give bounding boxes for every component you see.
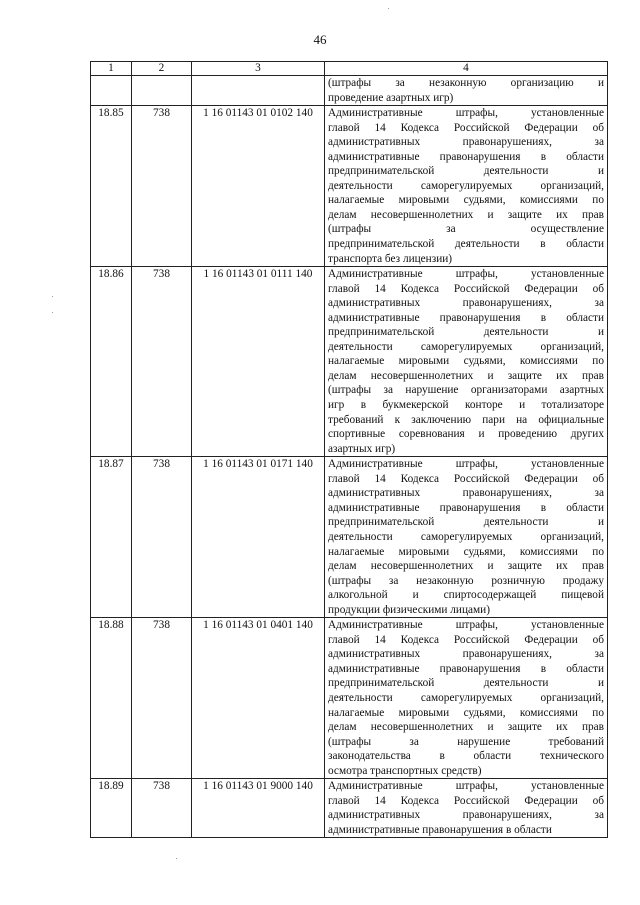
table-row	[91, 779, 608, 838]
description-line: (штрафы за осуществление	[328, 223, 604, 236]
header-cell-col1: 1	[91, 62, 132, 76]
description-line: административные правонарушения в области	[328, 311, 604, 324]
description-line: главой 14 Кодекса Российской Федерации об	[328, 121, 604, 134]
description-line: (штрафы за незаконную организацию и	[328, 77, 604, 89]
description-line: спортивные соревнования и проведению других	[328, 428, 604, 441]
description-line: осмотра транспортных средств)	[328, 764, 482, 777]
description-line: алкогольной и спиртосодержащей пищевой	[328, 589, 604, 602]
continuation-cell-num	[91, 76, 132, 106]
description-line: предпринимательской деятельности и	[328, 516, 604, 529]
description-line: административные правонарушения в области	[328, 501, 604, 514]
description-line: деятельности саморегулируемых организаций,	[328, 340, 604, 353]
description-line: главой 14 Кодекса Российской Федерации об	[328, 472, 604, 485]
admin-code-cell: 738	[132, 618, 192, 779]
table-row	[91, 457, 608, 618]
continuation-cell-kbk	[192, 76, 325, 106]
description-line: предпринимательской деятельности и	[328, 677, 604, 690]
description-line: делам несовершеннолетних и защите их прав	[328, 560, 604, 573]
budget-code-cell: 1 16 01143 01 0401 140	[192, 618, 325, 779]
description-line: проведение азартных игр)	[328, 91, 454, 104]
description-line: Административные штрафы, установленные	[328, 107, 604, 120]
description-line: (штрафы за незаконную розничную продажу	[328, 574, 604, 587]
description-line: требований к заключению пари на официальные	[328, 413, 604, 426]
admin-code-cell: 738	[132, 267, 192, 457]
description-line: делам несовершеннолетних и защите их прав	[328, 208, 604, 221]
description-line: продукции физическими лицами)	[328, 603, 490, 616]
budget-code-cell: 1 16 01143 01 0171 140	[192, 457, 325, 618]
row-number-cell: 18.89	[91, 779, 132, 838]
description-line: Административные штрафы, установленные	[328, 458, 604, 471]
description-line: (штрафы за нарушение организаторами азартных	[328, 384, 604, 397]
header-cell-col4: 4	[325, 62, 608, 76]
description-line: делам несовершеннолетних и защите их прав	[328, 369, 604, 382]
description-line: административных правонарушениях, за	[328, 136, 604, 149]
header-cell-col3: 3	[192, 62, 325, 76]
budget-code-table	[90, 61, 608, 838]
description-line: административные правонарушения в области	[328, 823, 552, 836]
row-number-cell: 18.85	[91, 106, 132, 267]
continuation-cell-admin	[132, 76, 192, 106]
description-line: деятельности саморегулируемых организаций,	[328, 179, 604, 192]
row-number-cell: 18.88	[91, 618, 132, 779]
row-number-cell: 18.87	[91, 457, 132, 618]
description-line: делам несовершеннолетних и защите их прав	[328, 721, 604, 734]
description-line: административные правонарушения в области	[328, 662, 604, 675]
description-cell	[325, 106, 608, 267]
description-line: налагаемые мировыми судьями, комиссиями по	[328, 355, 604, 368]
description-line: предпринимательской деятельности в области	[328, 238, 604, 251]
page-number: 46	[313, 32, 327, 47]
continuation-description	[325, 76, 608, 106]
description-line: административных правонарушениях, за	[328, 809, 604, 822]
table-row	[91, 618, 608, 779]
scan-speck	[52, 312, 53, 313]
scan-speck	[52, 296, 53, 297]
description-cell	[325, 779, 608, 838]
row-number-cell: 18.86	[91, 267, 132, 457]
description-cell	[325, 618, 608, 779]
description-line: игр в букмекерской конторе и тотализаторе	[328, 399, 604, 412]
description-line: деятельности саморегулируемых организаций,	[328, 530, 604, 543]
description-cell	[325, 457, 608, 618]
description-line: (штрафы за нарушение требований	[328, 735, 604, 748]
budget-code-cell: 1 16 01143 01 0111 140	[192, 267, 325, 457]
description-line: транспорта без лицензии)	[328, 252, 453, 265]
description-line: Административные штрафы, установленные	[328, 780, 604, 793]
description-line: деятельности саморегулируемых организаций,	[328, 691, 604, 704]
description-line: предпринимательской деятельности и	[328, 326, 604, 339]
admin-code-cell: 738	[132, 457, 192, 618]
continuation-row	[91, 76, 608, 106]
header-cell-col2: 2	[132, 62, 192, 76]
description-line: законодательства в области технического	[328, 750, 604, 763]
scan-speck	[388, 8, 389, 9]
description-line: административных правонарушениях, за	[328, 487, 604, 500]
description-line: главой 14 Кодекса Российской Федерации об	[328, 633, 604, 646]
description-line: Административные штрафы, установленные	[328, 619, 604, 632]
admin-code-cell: 738	[132, 779, 192, 838]
scan-speck	[176, 858, 177, 859]
description-line: налагаемые мировыми судьями, комиссиями по	[328, 194, 604, 207]
table-row	[91, 106, 608, 267]
table-header-row	[91, 62, 608, 76]
table-row	[91, 267, 608, 457]
description-line: административных правонарушениях, за	[328, 648, 604, 661]
budget-code-cell: 1 16 01143 01 9000 140	[192, 779, 325, 838]
description-line: азартных игр)	[328, 442, 396, 455]
description-cell	[325, 267, 608, 457]
description-line: Административные штрафы, установленные	[328, 268, 604, 281]
description-line: административных правонарушениях, за	[328, 297, 604, 310]
description-line: предпринимательской деятельности и	[328, 165, 604, 178]
description-line: налагаемые мировыми судьями, комиссиями по	[328, 706, 604, 719]
description-line: административные правонарушения в области	[328, 150, 604, 163]
description-line: главой 14 Кодекса Российской Федерации об	[328, 282, 604, 295]
description-line: налагаемые мировыми судьями, комиссиями по	[328, 545, 604, 558]
admin-code-cell: 738	[132, 106, 192, 267]
description-line: главой 14 Кодекса Российской Федерации об	[328, 794, 604, 807]
budget-code-cell: 1 16 01143 01 0102 140	[192, 106, 325, 267]
